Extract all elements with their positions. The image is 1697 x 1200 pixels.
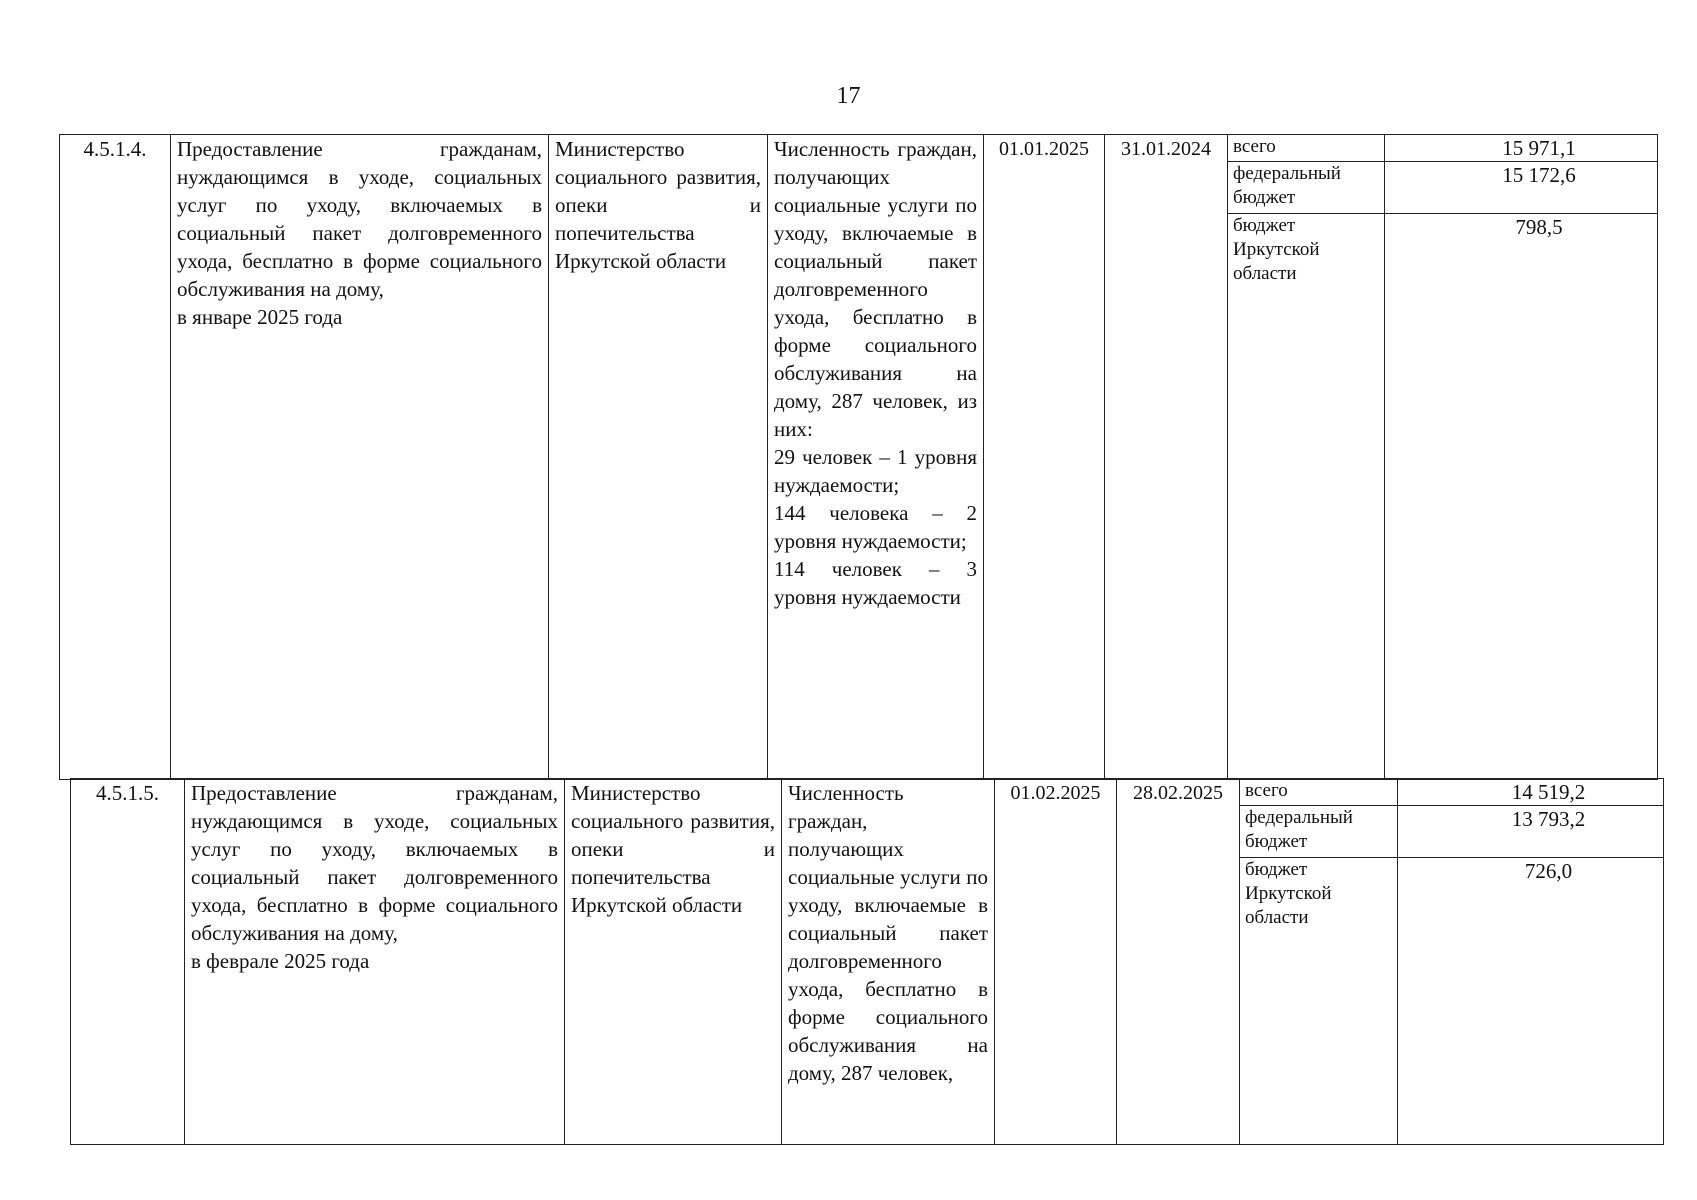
amount-value: 726,0 <box>1524 859 1573 883</box>
start-date: 01.01.2025 <box>999 138 1089 160</box>
funding-amount-total <box>1398 779 1664 806</box>
end-date: 28.02.2025 <box>1133 782 1223 804</box>
executor-text: Министерство социального развития, опеки и попечительства Иркутской области <box>571 781 775 917</box>
start-date-cell <box>995 779 1117 1145</box>
measure-cell <box>185 779 565 1145</box>
end-date-cell <box>1105 135 1228 780</box>
funding-amount-regional <box>1398 858 1664 1145</box>
funding-amount-total <box>1385 135 1658 162</box>
page-number: 17 <box>836 83 861 109</box>
amount-value: 15 971,1 <box>1502 136 1576 160</box>
amount-value: 14 519,2 <box>1511 780 1586 804</box>
funding-amount-regional <box>1385 214 1658 780</box>
indicator-main: Численность граждан, получающих социальные услуги по уходу, включаемые в социальный пакет долговременного ухода, бесплатно в форме социального обслуживания на дому, 287 человек, <box>788 781 988 1085</box>
executor-cell <box>549 135 768 780</box>
funding-source-total: всего <box>1228 135 1385 162</box>
funding-source-total: всего <box>1240 779 1398 806</box>
funding-source-federal: федеральный бюджет <box>1240 806 1398 858</box>
amount-value: 798,5 <box>1515 215 1563 239</box>
table-row <box>70 778 1664 1145</box>
measure-period: в январе 2025 года <box>177 305 343 329</box>
funding-amount-federal <box>1398 806 1664 858</box>
indicator-level-3: 114 человек – 3 уровня нуждаемости <box>774 557 977 609</box>
row-code: 4.5.1.4. <box>83 137 147 161</box>
table-row <box>59 134 1658 780</box>
indicator-level-2: 144 человека – 2 уровня нуждаемости; <box>774 501 977 553</box>
end-date: 31.01.2024 <box>1121 138 1211 160</box>
measure-text: Предоставление гражданам, нуждающимся в уходе, социальных услуг по уходу, включаемых в социальный пакет долговременного ухода, бесплатно в форме социального обслуживания на дому, <box>191 781 558 945</box>
measure-cell <box>171 135 549 780</box>
funding-source-regional: бюджет Иркутской области <box>1240 858 1398 1145</box>
executor-cell <box>565 779 782 1145</box>
end-date-cell <box>1117 779 1240 1145</box>
amount-value: 15 172,6 <box>1502 163 1576 187</box>
funding-amount-federal <box>1385 162 1658 214</box>
row-code: 4.5.1.5. <box>96 781 159 805</box>
start-date-cell <box>984 135 1105 780</box>
indicator-main: Численность граждан, получающих социальные услуги по уходу, включаемые в социальный пакет долговременного ухода, бесплатно в форме социального обслуживания на дому, 287 человек, из них: <box>774 137 977 441</box>
indicator-level-1: 29 человек – 1 уровня нуждаемости; <box>774 445 977 497</box>
start-date: 01.02.2025 <box>1010 782 1101 804</box>
measure-text: Предоставление гражданам, нуждающимся в уходе, социальных услуг по уходу, включаемых в социальный пакет долговременного ухода, бесплатно в форме социального обслуживания на дому, <box>177 137 542 301</box>
indicator-cell <box>768 135 984 780</box>
funding-source-federal: федеральный бюджет <box>1228 162 1385 214</box>
executor-text: Министерство социального развития, опеки и попечительства Иркутской области <box>555 137 761 273</box>
indicator-cell <box>782 779 995 1145</box>
row-code-cell <box>60 135 171 780</box>
measure-period: в феврале 2025 года <box>191 949 370 973</box>
row-code-cell <box>71 779 185 1145</box>
funding-source-regional: бюджет Иркутской области <box>1228 214 1385 780</box>
amount-value: 13 793,2 <box>1511 807 1586 831</box>
